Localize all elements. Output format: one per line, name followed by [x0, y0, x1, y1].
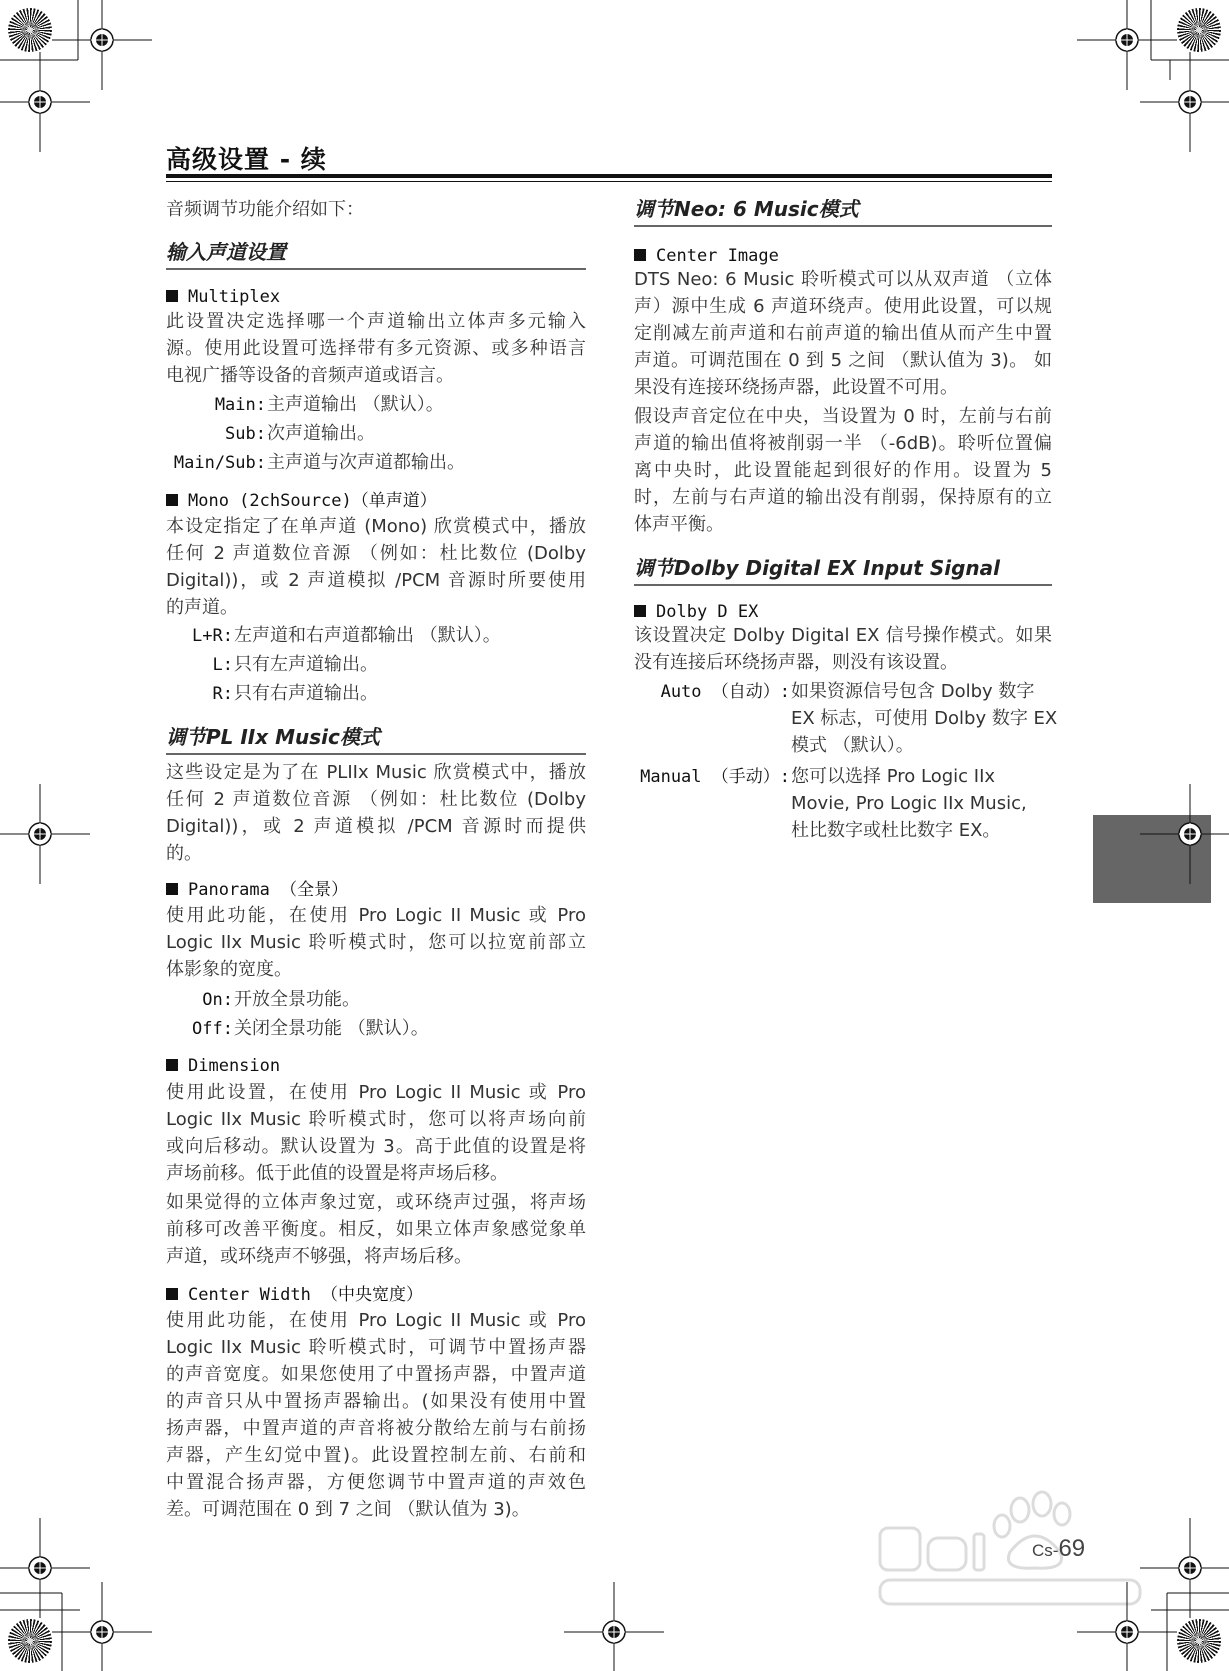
- page-number-value: 69: [1058, 1535, 1086, 1562]
- paragraph-line: 定削减左前声道和右前声道的输出值从而产生中置: [634, 323, 1052, 344]
- paragraph-line: 没有连接后环绕扬声器，则没有该设置。: [634, 652, 958, 673]
- option-label: R:: [212, 684, 233, 704]
- option-label: Main/Sub:: [173, 453, 266, 473]
- paragraph-line: 任何 2 声道数位音源 （例如：杜比数位 (Dolby: [166, 789, 586, 810]
- paragraph-line: 如果觉得的立体声象过宽，或环绕声过强，将声场: [166, 1192, 586, 1213]
- paragraph-line: 假设声音定位在中央，当设置为 0 时，左前与右前: [634, 406, 1052, 427]
- option-description: 次声道输出。: [267, 423, 375, 444]
- option-description: Movie, Pro Logic IIx Music,: [791, 793, 1027, 814]
- option-description: 只有右声道输出。: [234, 683, 378, 704]
- section-heading: 调节Neo: 6 Music模式: [634, 197, 859, 221]
- option-description: 您可以选择 Pro Logic IIx: [791, 766, 996, 787]
- registration-wheel-icon: [1177, 1619, 1221, 1663]
- option-label: L:: [212, 655, 233, 675]
- paragraph-line: 时，左前与右声道的输出没有削弱，保持原有的立: [634, 487, 1052, 508]
- option-description: 主声道输出 （默认）。: [267, 394, 444, 415]
- paragraph-line: Logic IIx Music 聆听模式时，您可以将声场向前: [166, 1109, 586, 1130]
- section-heading: 调节Dolby Digital EX Input Signal: [634, 556, 1000, 580]
- paragraph-line: Digital))，或 2 声道模拟 /PCM 音源时而提供: [166, 816, 586, 837]
- paragraph-line: 的声音宽度。如果您使用了中置扬声器，中置声道: [166, 1364, 586, 1385]
- section-heading: 输入声道设置: [166, 240, 286, 264]
- option-description: 如果资源信号包含 Dolby 数字: [791, 681, 1035, 702]
- paragraph-line: 的。: [166, 843, 202, 864]
- option-description: 关闭全景功能 （默认）。: [234, 1018, 429, 1039]
- paragraph-line: 该设置决定 Dolby Digital EX 信号操作模式。如果: [634, 625, 1052, 646]
- registration-wheel-icon: [1177, 8, 1221, 52]
- paragraph-line: 体声平衡。: [634, 514, 724, 535]
- section-heading: 调节PL IIx Music模式: [166, 725, 380, 749]
- option-label: On:: [202, 990, 233, 1010]
- paragraph-line: 离中央时，此设置能起到很好的作用。设置为 5: [634, 460, 1052, 481]
- page-title: 高级设置 - 续: [166, 145, 327, 174]
- setting-title-text: Panorama （全景）: [188, 880, 349, 900]
- option-description: 模式 （默认）。: [791, 735, 914, 756]
- paragraph-line: 声场前移。低于此值的设置是将声场后移。: [166, 1163, 508, 1184]
- paragraph-line: 任何 2 声道数位音源 （例如：杜比数位 (Dolby: [166, 543, 586, 564]
- paragraph-line: 的声音只从中置扬声器输出。(如果没有使用中置: [166, 1391, 586, 1412]
- paragraph-line: 的声道。: [166, 597, 238, 618]
- page-prefix: Cs-: [1032, 1541, 1059, 1560]
- paragraph-line: 差。可调范围在 0 到 7 之间 （默认值为 3)。: [166, 1499, 530, 1520]
- intro-text: 音频调节功能介绍如下：: [166, 199, 364, 220]
- paragraph-line: Logic IIx Music 聆听模式时，您可以拉宽前部立: [166, 932, 586, 953]
- paragraph-line: 或向后移动。默认设置为 3。高于此值的设置是将: [166, 1136, 586, 1157]
- paragraph-line: 使用此设置，在使用 Pro Logic II Music 或 Pro: [166, 1082, 586, 1103]
- option-description: 杜比数字或杜比数字 EX。: [791, 820, 1001, 841]
- option-description: 开放全景功能。: [234, 989, 360, 1010]
- registration-wheel-icon: [8, 8, 52, 52]
- paragraph-line: 声）源中生成 6 声道环绕声。使用此设置，可以规: [634, 296, 1052, 317]
- paragraph-line: Logic IIx Music 聆听模式时，可调节中置扬声器: [166, 1337, 586, 1358]
- setting-title-text: Mono (2chSource)（单声道）: [188, 491, 437, 511]
- setting-title-text: Center Image: [656, 246, 779, 266]
- setting-title-text: Dolby D EX: [656, 602, 759, 622]
- paragraph-line: 此设置决定选择哪一个声道输出立体声多元输入: [166, 311, 586, 332]
- option-label: Main:: [214, 395, 266, 415]
- paragraph-line: 中置混合扬声器，方便您调节中置声道的声效色: [166, 1472, 586, 1493]
- paragraph-line: 声道的输出值将被削弱一半 （-6dB)。聆听位置偏: [634, 433, 1052, 454]
- paragraph-line: 前移可改善平衡度。相反，如果立体声象感觉象单: [166, 1219, 586, 1240]
- paragraph-line: 源。使用此设置可选择带有多元资源、或多种语言: [166, 338, 586, 359]
- paragraph-line: 果没有连接环绕扬声器，此设置不可用。: [634, 377, 958, 398]
- option-description: 主声道与次声道都输出。: [267, 452, 465, 473]
- paragraph-line: 使用此功能，在使用 Pro Logic II Music 或 Pro: [166, 1310, 586, 1331]
- option-description: 只有左声道输出。: [234, 654, 378, 675]
- registration-wheel-icon: [8, 1619, 52, 1663]
- paragraph-line: DTS Neo: 6 Music 聆听模式可以从双声道 （立体: [634, 269, 1052, 290]
- option-label: Sub:: [225, 424, 266, 444]
- paragraph-line: 使用此功能，在使用 Pro Logic II Music 或 Pro: [166, 905, 586, 926]
- paragraph-line: 扬声器，中置声道的声音将被分散给左前与右前扬: [166, 1418, 586, 1439]
- option-label: Off:: [192, 1019, 233, 1039]
- option-description: 左声道和右声道都输出 （默认）。: [234, 625, 501, 646]
- setting-title-text: Multiplex: [188, 287, 281, 307]
- paragraph-line: 电视广播等设备的音频声道或语言。: [166, 365, 454, 386]
- paragraph-line: 声器，产生幻觉中置)。此设置控制左前、右前和: [166, 1445, 586, 1466]
- paragraph-line: 体影象的宽度。: [166, 959, 292, 980]
- option-label: L+R:: [192, 626, 233, 646]
- option-label: Manual （手动）:: [640, 767, 790, 787]
- setting-title-text: Dimension: [188, 1056, 281, 1076]
- option-label: Auto （自动）:: [660, 682, 790, 702]
- setting-title-text: Center Width （中央宽度）: [188, 1285, 424, 1305]
- paragraph-line: 本设定指定了在单声道 (Mono) 欣赏模式中，播放: [166, 516, 586, 537]
- paragraph-line: 这些设定是为了在 PLIIx Music 欣赏模式中，播放: [166, 762, 586, 783]
- paragraph-line: 声道。可调范围在 0 到 5 之间 （默认值为 3)。 如: [634, 350, 1052, 371]
- paragraph-line: Digital))，或 2 声道模拟 /PCM 音源时所要使用: [166, 570, 586, 591]
- paragraph-line: 声道，或环绕声不够强，将声场后移。: [166, 1246, 472, 1267]
- option-description: EX 标志，可使用 Dolby 数字 EX: [791, 708, 1058, 729]
